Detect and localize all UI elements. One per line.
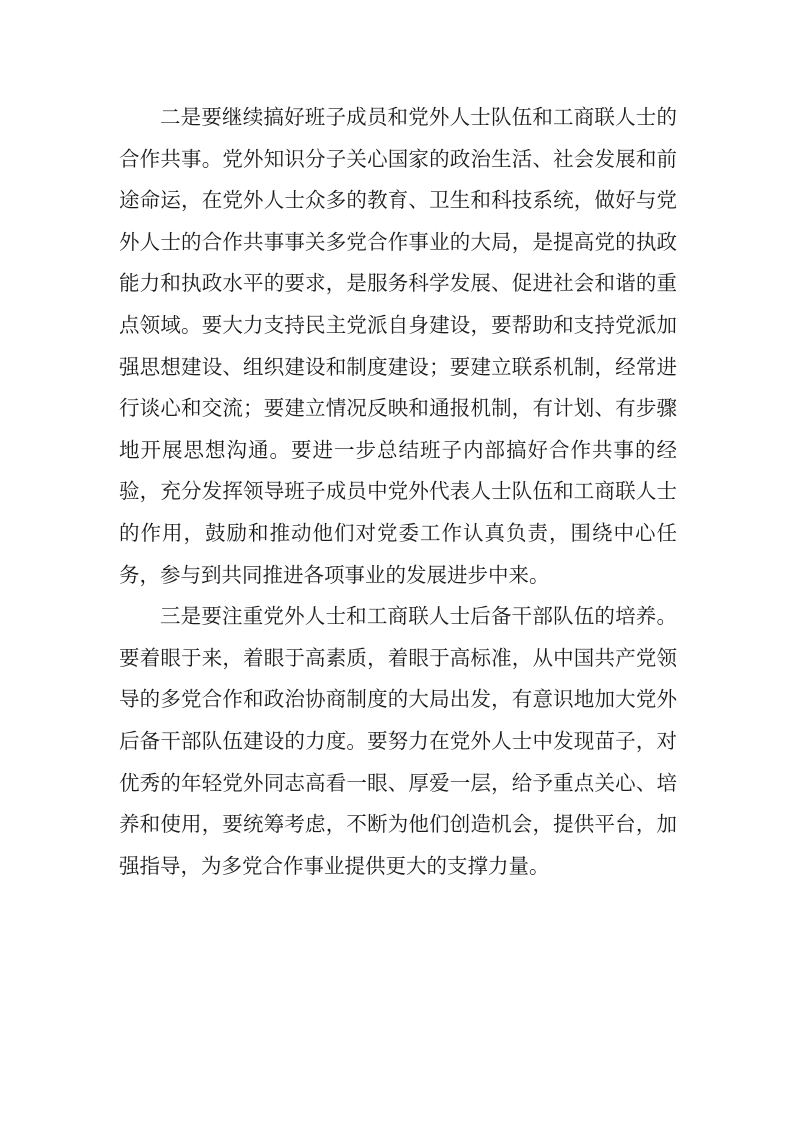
paragraph-2: 三是要注重党外人士和工商联人士后备干部队伍的培养。要着眼于来，着眼于高素质，着眼于高标准，从中国共产党领导的多党合作和政治协商制度的大局出发，有意识地加大党外后备干部队伍建设的力度。要努力在党外人士中发现苗子，对优秀的年轻党外同志高看一眼、厚爱一层，给予重点关心、培养和使用，要统筹考虑，不断为他们创造机会，提供平台，加强指导，为多党合作事业提供更大的支撑力量。	[119, 604, 677, 878]
paragraph-1: 二是要继续搞好班子成员和党外人士队伍和工商联人士的合作共事。党外知识分子关心国家的政治生活、社会发展和前途命运，在党外人士众多的教育、卫生和科技系统，做好与党外人士的合作共事事关多党合作事业的大局，是提高党的执政能力和执政水平的要求，是服务科学发展、促进社会和谐的重点领域。要大力支持民主党派自身建设，要帮助和支持党派加强思想建设、组织建设和制度建设；要建立联系机制，经常进行谈心和交流；要建立情况反映和通报机制，有计划、有步骤地开展思想沟通。要进一步总结班子内部搞好合作共事的经验，充分发挥领导班子成员中党外代表人士队伍和工商联人士的作用，鼓励和推动他们对党委工作认真负责，围绕中心任务，参与到共同推进各项事业的发展进步中来。	[119, 105, 677, 587]
document-body	[119, 97, 677, 887]
